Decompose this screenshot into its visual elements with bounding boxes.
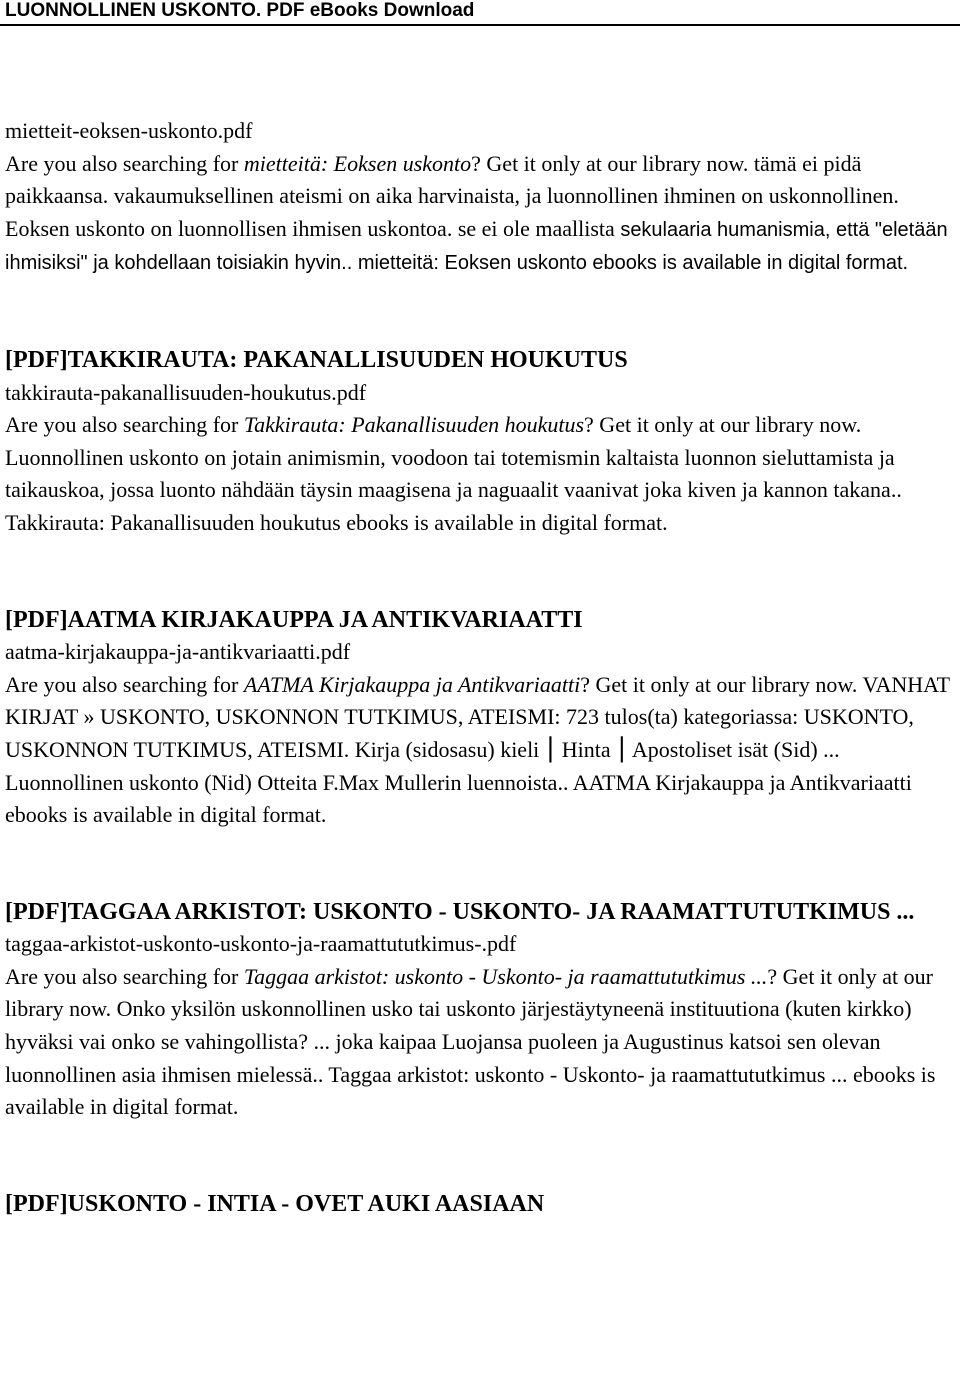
result-heading[interactable]: [PDF]USKONTO - INTIA - OVET AUKI AASIAAN (5, 1190, 545, 1217)
search-title: mietteitä: Eoksen uskonto (243, 150, 472, 176)
result-filename: takkirauta-pakanallisuuden-houkutus.pdf (5, 379, 367, 405)
result-entry (5, 344, 950, 540)
page-title: LUONNOLLINEN USKONTO. PDF eBooks Download (5, 0, 475, 21)
search-suffix: ? Get it only at our library now. (580, 671, 858, 697)
result-heading[interactable]: [PDF]TAGGAA ARKISTOT: USKONTO - USKONTO- JA RAAMATTUTUTKIMUS ... (5, 898, 915, 925)
result-description (5, 669, 950, 832)
search-prefix: Are you also searching for (5, 671, 244, 697)
search-prefix: Are you also searching for (5, 412, 244, 438)
result-description (5, 409, 950, 539)
search-title: Takkirauta: Pakanallisuuden houkutus (243, 412, 585, 438)
page-header (0, 0, 960, 26)
search-suffix: ? Get it only at our library now. (471, 150, 749, 176)
search-prefix: Are you also searching for (5, 963, 244, 989)
result-heading[interactable]: [PDF]AATMA KIRJAKAUPPA JA ANTIKVARIAATTI (5, 606, 583, 633)
result-description (5, 961, 950, 1124)
result-body: Onko yksilön uskonnollinen usko tai uskonto järjestäytyneenä instituutiona (kuten kirkko) hyväksi vai onko se vahingollista? ... joka kaipaa Luojansa puoleen ja Augustinus katsoi sen olevan luonnollinen asia ihmisen mielessä.. Taggaa arkistot: uskonto - Uskonto- ja raamattututkimus ... ebooks is available in digital format. (5, 996, 936, 1120)
result-filename: mietteit-eoksen-uskonto.pdf (5, 118, 253, 143)
result-entry (5, 896, 950, 1124)
result-entry (5, 604, 950, 832)
result-entry (5, 1188, 950, 1221)
result-body: Luonnollinen uskonto on jotain animismin, voodoon tai totemismin kaltaista luonnon sieluttamista ja taikauskoa, jossa luonto nähdään täysin maagisena ja naguaalit vaanivat joka kiven ja kannon takana.. Takkirauta: Pakanallisuuden houkutus ebooks is available in digital format. (5, 444, 902, 535)
result-body: tämä ei pidä paikkaansa. vakaumuksellinen ateismi on aika harvinaista, ja luonnollinen ihminen on uskonnollinen. Eoksen uskonto on luonnollisen ihmisen uskontoa. se ei ole maallista (5, 150, 899, 241)
search-title: Taggaa arkistot: uskonto - Uskonto- ja raamattututkimus ... (243, 963, 768, 989)
search-suffix: ? Get it only at our library now. (584, 412, 862, 438)
result-body: VANHAT KIRJAT » USKONTO, USKONNON TUTKIMUS, ATEISMI: 723 tulos(ta) kategoriassa: USKONTO, USKONNON TUTKIMUS, ATEISMI. Kirja (sidosasu) kieli ⎮ Hinta ⎮ Apostoliset isät (Sid) ... Luonnollinen uskonto (Nid) Otteita F.Max Mullerin luennoista.. AATMA Kirjakauppa ja Antikvariaatti ebooks is available in digital format. (5, 671, 950, 828)
result-filename: aatma-kirjakauppa-ja-antikvariaatti.pdf (5, 639, 351, 665)
result-description (5, 148, 950, 280)
result-heading[interactable]: [PDF]TAKKIRAUTA: PAKANALLISUUDEN HOUKUTUS (5, 346, 628, 373)
document-content (5, 115, 950, 1220)
result-body-sans: sekulaaria humanismia, että "eletään ihmisiksi" ja kohdellaan toisiakin hyvin.. mietteitä: Eoksen uskonto ebooks is available in digital format. (5, 218, 948, 275)
result-filename: taggaa-arkistot-uskonto-uskonto-ja-raamattututkimus-.pdf (5, 931, 517, 957)
search-prefix: Are you also searching for (5, 150, 244, 176)
result-entry (5, 115, 950, 280)
header-divider (0, 24, 960, 26)
search-suffix: ? Get it only at our library now. (5, 963, 933, 1022)
search-title: AATMA Kirjakauppa ja Antikvariaatti (243, 671, 581, 697)
